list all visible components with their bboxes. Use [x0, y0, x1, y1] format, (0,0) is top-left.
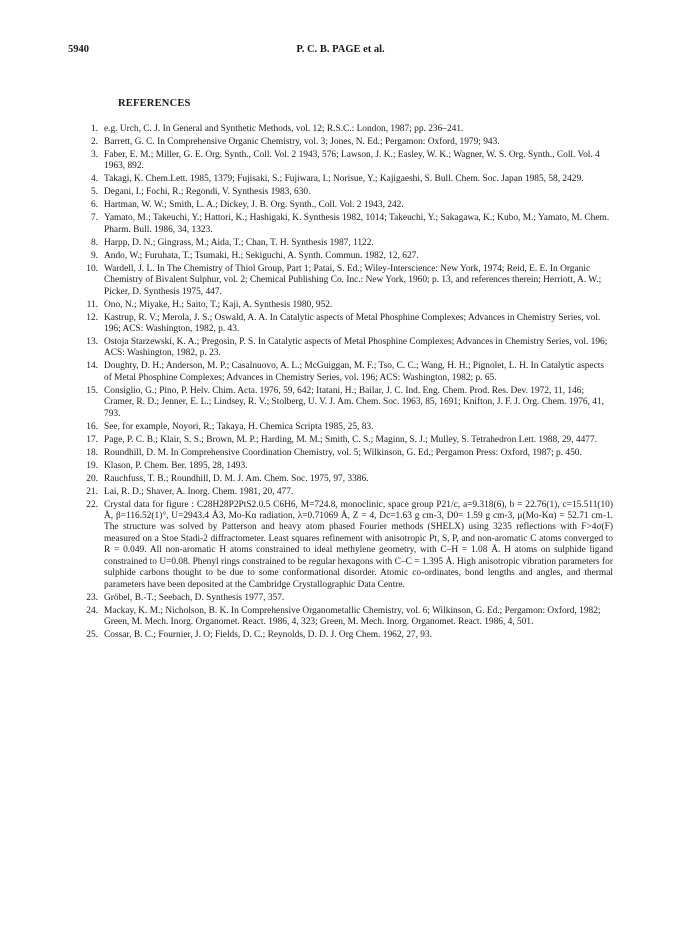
reference-item: [80, 300, 613, 311]
reference-item: [80, 386, 613, 420]
reference-text: Barrett, G. C. In Comprehensive Organic Chemistry, vol. 3; Jones, N. Ed.; Pergamon: Oxford, 1979; 943.: [104, 137, 500, 147]
reference-item: [80, 593, 613, 604]
reference-text: Lai, R. D.; Shaver, A. Inorg. Chem. 1981, 20, 477.: [104, 486, 294, 497]
reference-number: 16.: [86, 421, 98, 432]
reference-number: 3.: [90, 150, 98, 160]
reference-text: Ostoja Starzewski, K. A.; Pregosin, P. S. In Catalytic aspects of Metal Phosphine Complexes; Advances in Chemistry Series, vol. 196; ACS: Washington, 1982, p. 23.: [104, 337, 608, 359]
running-head: P. C. B. PAGE et al.: [296, 44, 385, 55]
reference-number: 6.: [90, 200, 98, 211]
reference-text: Wardell, J. L. In The Chemistry of Thiol Group, Part 1; Patai, S. Ed.; Wiley-Interscience: New York, 1974; Reid, E. E. In Organic Chemistry of Bivalent Sulphur, vol. 2; Chemical Publishing Co. Inc.: New York, 1960; p. 13, and references therein; Herriott, A. W.; Picker, D. Synthesis 1975, 447.: [104, 263, 602, 297]
reference-text: Degani, I.; Fochi, R.; Regondi, V. Synthesis 1983, 630.: [104, 187, 311, 198]
reference-number: 18.: [86, 447, 98, 458]
reference-list: [80, 124, 613, 643]
reference-item: [80, 187, 613, 198]
reference-item: [80, 474, 613, 485]
reference-text: Hartman, W. W.; Smith, L. A.; Dickey, J. B. Org. Synth., Coll. Vol. 2 1943, 242.: [104, 200, 404, 211]
reference-number: 23.: [86, 592, 98, 603]
reference-item: [80, 137, 613, 148]
reference-number: 22.: [86, 499, 98, 510]
reference-number: 19.: [86, 460, 98, 471]
reference-number: 10.: [86, 263, 98, 274]
reference-text: Klason, P. Chem. Ber. 1895, 28, 1493.: [104, 460, 248, 471]
reference-item: [80, 264, 613, 298]
reference-text: Doughty, D. H.; Anderson, M. P.; Casalnuovo, A. L.; McGuiggan, M. F.; Tso, C. C.; Wang, H. H.; Pignolet, L. H. In Catalytic aspects of Metal Phosphine Complexes; Advances in Chemistry Series, vol. 196; ACS: Washington, 1982; p. 65.: [104, 361, 604, 383]
reference-item-crystal-data: [80, 500, 613, 591]
reference-item: [80, 337, 613, 360]
reference-text: See, for example, Noyori, R.; Takaya, H. Chemica Scripta 1985, 25, 83.: [104, 421, 374, 432]
reference-text: Ono, N.; Miyake, H.; Saito, T.; Kaji, A. Synthesis 1980, 952.: [104, 299, 333, 310]
page-number: 5940: [68, 44, 89, 55]
reference-text: Faber, E. M.; Miller, G. E. Org. Synth., Coll. Vol. 2 1943, 576; Lawson, J. K.; Easley, W. K.; Wagner, W. S. Org. Synth., Coll. Vol. 4 1963, 892.: [104, 150, 600, 172]
reference-text: Page, P. C. B.; Klair, S. S.; Brown, M. P.; Harding, M. M.; Smith, C. S.; Maginn, S. J.; Mulley, S. Tetrahedron Lett. 1988, 29, 4477.: [104, 434, 597, 445]
reference-item: [80, 461, 613, 472]
reference-item: [80, 606, 613, 629]
reference-item: [80, 313, 613, 336]
reference-number: 17.: [86, 434, 98, 445]
reference-text: Kastrup, R. V.; Merola, J. S.; Oswald, A. A. In Catalytic aspects of Metal Phosphine Complexes; Advances in Chemistry Series, vol. 196; ACS: Washington, 1982, p. 43.: [104, 312, 601, 335]
reference-number: 8.: [90, 237, 98, 248]
reference-number: 25.: [86, 629, 98, 640]
page-header: [68, 44, 613, 58]
reference-number: 13.: [86, 337, 98, 348]
reference-text: Ando, W.; Furuhata, T.; Tsumaki, H.; Sekiguchi, A. Synth. Commun. 1982, 12, 627.: [104, 250, 419, 261]
reference-number: 4.: [90, 174, 98, 185]
reference-item: [80, 251, 613, 262]
reference-item: [80, 361, 613, 384]
reference-item: [80, 487, 613, 498]
reference-text: Crystal data for figure : C28H28P2PtS2.0.5 C6H6, M=724.8, monoclinic, space group P21/c, a=9.318(6), b = 22.76(1), c=15.511(10) Å, β=116.52(1)°, U=2943.4 Å3, Mo-Kα radiation, λ=0.71069 Å, Z = 4, Dc=1.63 g cm-3, D0= 1.59 g cm-3, μ(Mo-Kα) = 52.71 cm-1. The structure was solved by Patterson and heavy atom phased Fourier methods (SHELX) using 3235 reflections with F>4σ(F) measured on a Stoe Stadi-2 diffractometer. Least squares refinement with anisotropic Pt, S, P, and non-aromatic C atoms converged to R = 0.049. All non-aromatic H atoms constrained to ideal methylene geometry, with C–H = 1.08 Å. H atoms on sulphide ligand constrained to U=0.08. Phenyl rings constrained to be regular hexagons with C–C = 1.395 Å. High anisotropic vibration parameters for sulphide carbons thought to be due to some conformational disorder. Atomic co-ordinates, bond lengths and angles, and thermal parameters have been deposited at the Cambridge Crystallographic Data Centre.: [104, 499, 613, 590]
reference-number: 20.: [86, 473, 98, 484]
reference-text: Yamato, M.; Takeuchi, Y.; Hattori, K.; Hashigaki, K. Synthesis 1982, 1014; Takeuchi, Y.; Sakagawa, K.; Kubo, M.; Yamato, M. Chem. Pharm. Bull. 1986, 34, 1323.: [104, 213, 610, 235]
reference-item: [80, 124, 613, 135]
reference-text: Rauchfuss, T. B.; Roundhill, D. M. J. Am. Chem. Soc. 1975, 97, 3386.: [104, 473, 369, 484]
reference-number: 24.: [86, 605, 98, 616]
reference-number: 21.: [86, 486, 98, 497]
reference-number: 9.: [90, 250, 98, 261]
reference-number: 15.: [86, 385, 98, 396]
reference-number: 11.: [86, 299, 98, 310]
reference-item: [80, 150, 613, 173]
reference-number: 14.: [86, 361, 98, 372]
reference-text: e.g. Urch, C. J. In General and Synthetic Methods, vol. 12; R.S.C.: London, 1987; pp. 236–241.: [104, 124, 464, 134]
reference-number: 7.: [90, 213, 98, 224]
reference-number: 2.: [90, 137, 98, 147]
reference-text: Gröbel, B.-T.; Seebach, D. Synthesis 1977, 357.: [104, 592, 285, 603]
reference-text: Mackay, K. M.; Nicholson, B. K. In Comprehensive Organometallic Chemistry, vol. 6; Wilkinson, G. Ed.; Pergamon: Oxford, 1982; Green, M. Mech. Inorg. Organomet. React. 1986, 4, 323; Green, M. Mech. Inorg. Organomet. React. 1986, 4, 501.: [104, 605, 601, 627]
reference-text: Harpp, D. N.; Gingrass, M.; Aida, T.; Chan, T. H. Synthesis 1987, 1122.: [104, 237, 374, 248]
reference-item: [80, 200, 613, 211]
reference-item: [80, 630, 613, 641]
reference-item: [80, 422, 613, 433]
reference-text: Roundhill, D. M. In Comprehensive Coordination Chemistry, vol. 5; Wilkinson, G. Ed.; Pergamon Press: Oxford, 1987; p. 450.: [104, 447, 582, 458]
reference-number: 12.: [86, 312, 98, 323]
reference-number: 1.: [90, 124, 98, 134]
reference-text: Consiglio, G.; Pino, P. Helv. Chim. Acta. 1976, 59, 642; Itatani, H.; Bailar, J. C. Ind. Eng. Chem. Prod. Res. Dev. 1972, 11, 146; Cramer, R. D.; Jenner, E. L.; Lindsey, R. V.; Stolberg, U. V. J. Am. Chem. Soc. 1963, 85, 1691; Knifton, J. F. J. Org. Chem. 1976, 41, 793.: [104, 385, 604, 419]
reference-text: Takagi, K. Chem.Lett. 1985, 1379; Fujisaki, S.; Fujiwara, I.; Norisue, Y.; Kajigaeshi, S. Bull. Chem. Soc. Japan 1985, 58, 2429.: [104, 174, 584, 185]
reference-text: Cossar, B. C.; Fournier, J. O; Fields, D. C.; Reynolds, D. D. J. Org Chem. 1962, 27, 93.: [104, 629, 432, 640]
reference-item: [80, 213, 613, 236]
reference-item: [80, 238, 613, 249]
reference-number: 5.: [90, 187, 98, 198]
section-title: REFERENCES: [118, 98, 191, 109]
reference-item: [80, 448, 613, 459]
reference-item: [80, 174, 613, 185]
reference-item: [80, 435, 613, 446]
